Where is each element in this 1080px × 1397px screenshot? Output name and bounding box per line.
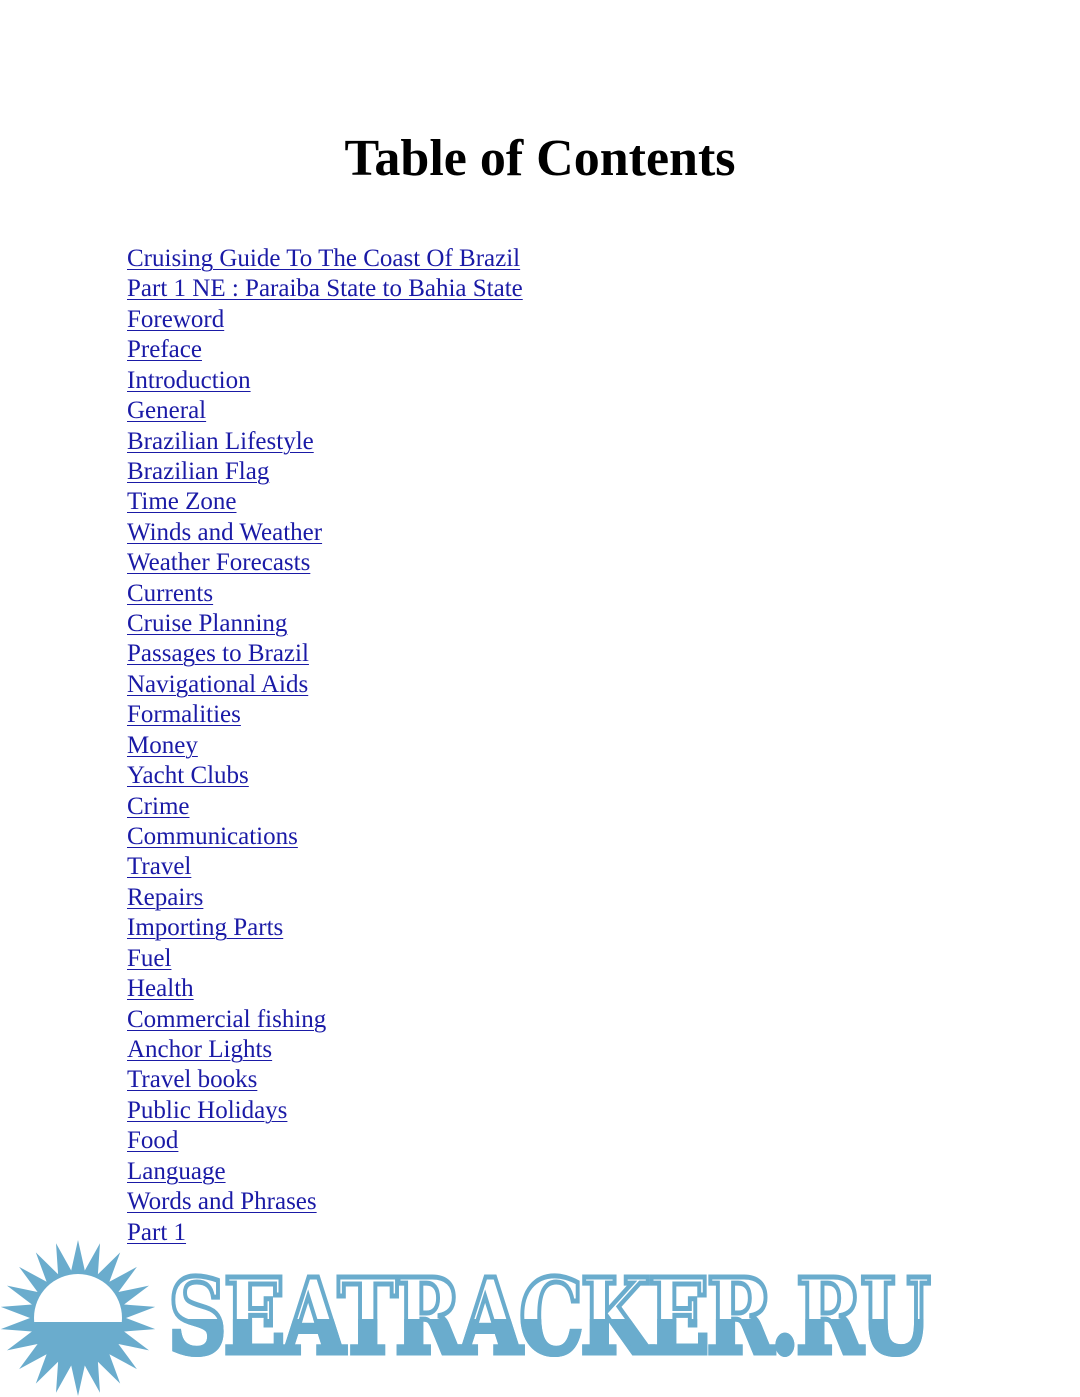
toc-link[interactable]: Preface <box>127 336 202 364</box>
toc-item <box>127 518 523 548</box>
toc-item <box>127 335 523 365</box>
toc-link[interactable]: Words and Phrases <box>127 1188 317 1216</box>
toc-link[interactable]: Communications <box>127 823 298 851</box>
toc-item <box>127 639 523 669</box>
toc-item <box>127 427 523 457</box>
toc-item <box>127 609 523 639</box>
toc-item <box>127 487 523 517</box>
toc-item <box>127 274 523 304</box>
toc-link[interactable]: Weather Forecasts <box>127 549 311 577</box>
toc-item <box>127 396 523 426</box>
toc-link[interactable]: Part 1 <box>127 1218 187 1246</box>
page-title: Table of Contents <box>344 130 736 187</box>
toc-item <box>127 1096 523 1126</box>
toc-item <box>127 366 523 396</box>
toc-item <box>127 913 523 943</box>
toc-item <box>127 974 523 1004</box>
toc-item <box>127 1187 523 1217</box>
toc-link[interactable]: Winds and Weather <box>127 518 323 546</box>
watermark-text: SEATRACKER.RU <box>168 1255 928 1378</box>
toc-item <box>127 1035 523 1065</box>
toc-item <box>127 1126 523 1156</box>
toc-item <box>127 700 523 730</box>
toc-item <box>127 883 523 913</box>
toc-link[interactable]: Yacht Clubs <box>127 762 249 790</box>
toc-link[interactable]: Food <box>127 1127 179 1155</box>
toc-link[interactable]: Language <box>127 1157 226 1185</box>
table-of-contents <box>127 244 523 1248</box>
toc-link[interactable]: Introduction <box>127 366 251 394</box>
toc-link[interactable]: Passages to Brazil <box>127 640 309 668</box>
toc-link[interactable]: Brazilian Flag <box>127 457 270 485</box>
toc-item <box>127 1005 523 1035</box>
toc-link[interactable]: Public Holidays <box>127 1096 288 1124</box>
toc-link[interactable]: Fuel <box>127 944 172 972</box>
toc-item <box>127 761 523 791</box>
toc-link[interactable]: Part 1 NE : Paraiba State to Bahia State <box>127 275 523 303</box>
toc-item <box>127 548 523 578</box>
toc-link[interactable]: Money <box>127 731 198 759</box>
toc-link[interactable]: Anchor Lights <box>127 1035 273 1063</box>
toc-item <box>127 944 523 974</box>
toc-link[interactable]: Health <box>127 975 194 1003</box>
toc-item <box>127 670 523 700</box>
toc-item <box>127 792 523 822</box>
toc-item <box>127 852 523 882</box>
toc-link[interactable]: Cruising Guide To The Coast Of Brazil <box>127 245 521 272</box>
toc-item <box>127 579 523 609</box>
toc-link[interactable]: Navigational Aids <box>127 670 309 698</box>
toc-link[interactable]: Brazilian Lifestyle <box>127 427 314 455</box>
toc-link[interactable]: Travel <box>127 853 192 881</box>
toc-item <box>127 822 523 852</box>
toc-link[interactable]: Repairs <box>127 883 204 911</box>
toc-link[interactable]: Commercial fishing <box>127 1005 327 1033</box>
toc-link[interactable]: Foreword <box>127 305 225 333</box>
toc-link[interactable]: Importing Parts <box>127 914 284 942</box>
toc-link[interactable]: Travel books <box>127 1066 258 1094</box>
toc-item <box>127 244 523 274</box>
toc-item <box>127 457 523 487</box>
toc-link[interactable]: Currents <box>127 579 214 607</box>
toc-item <box>127 1157 523 1187</box>
toc-link[interactable]: Cruise Planning <box>127 610 288 638</box>
toc-item <box>127 305 523 335</box>
toc-link[interactable]: Time Zone <box>127 488 237 516</box>
toc-item <box>127 1065 523 1095</box>
toc-link[interactable]: Crime <box>127 792 190 820</box>
toc-link[interactable]: Formalities <box>127 701 241 729</box>
toc-link[interactable]: General <box>127 397 207 425</box>
toc-item <box>127 731 523 761</box>
